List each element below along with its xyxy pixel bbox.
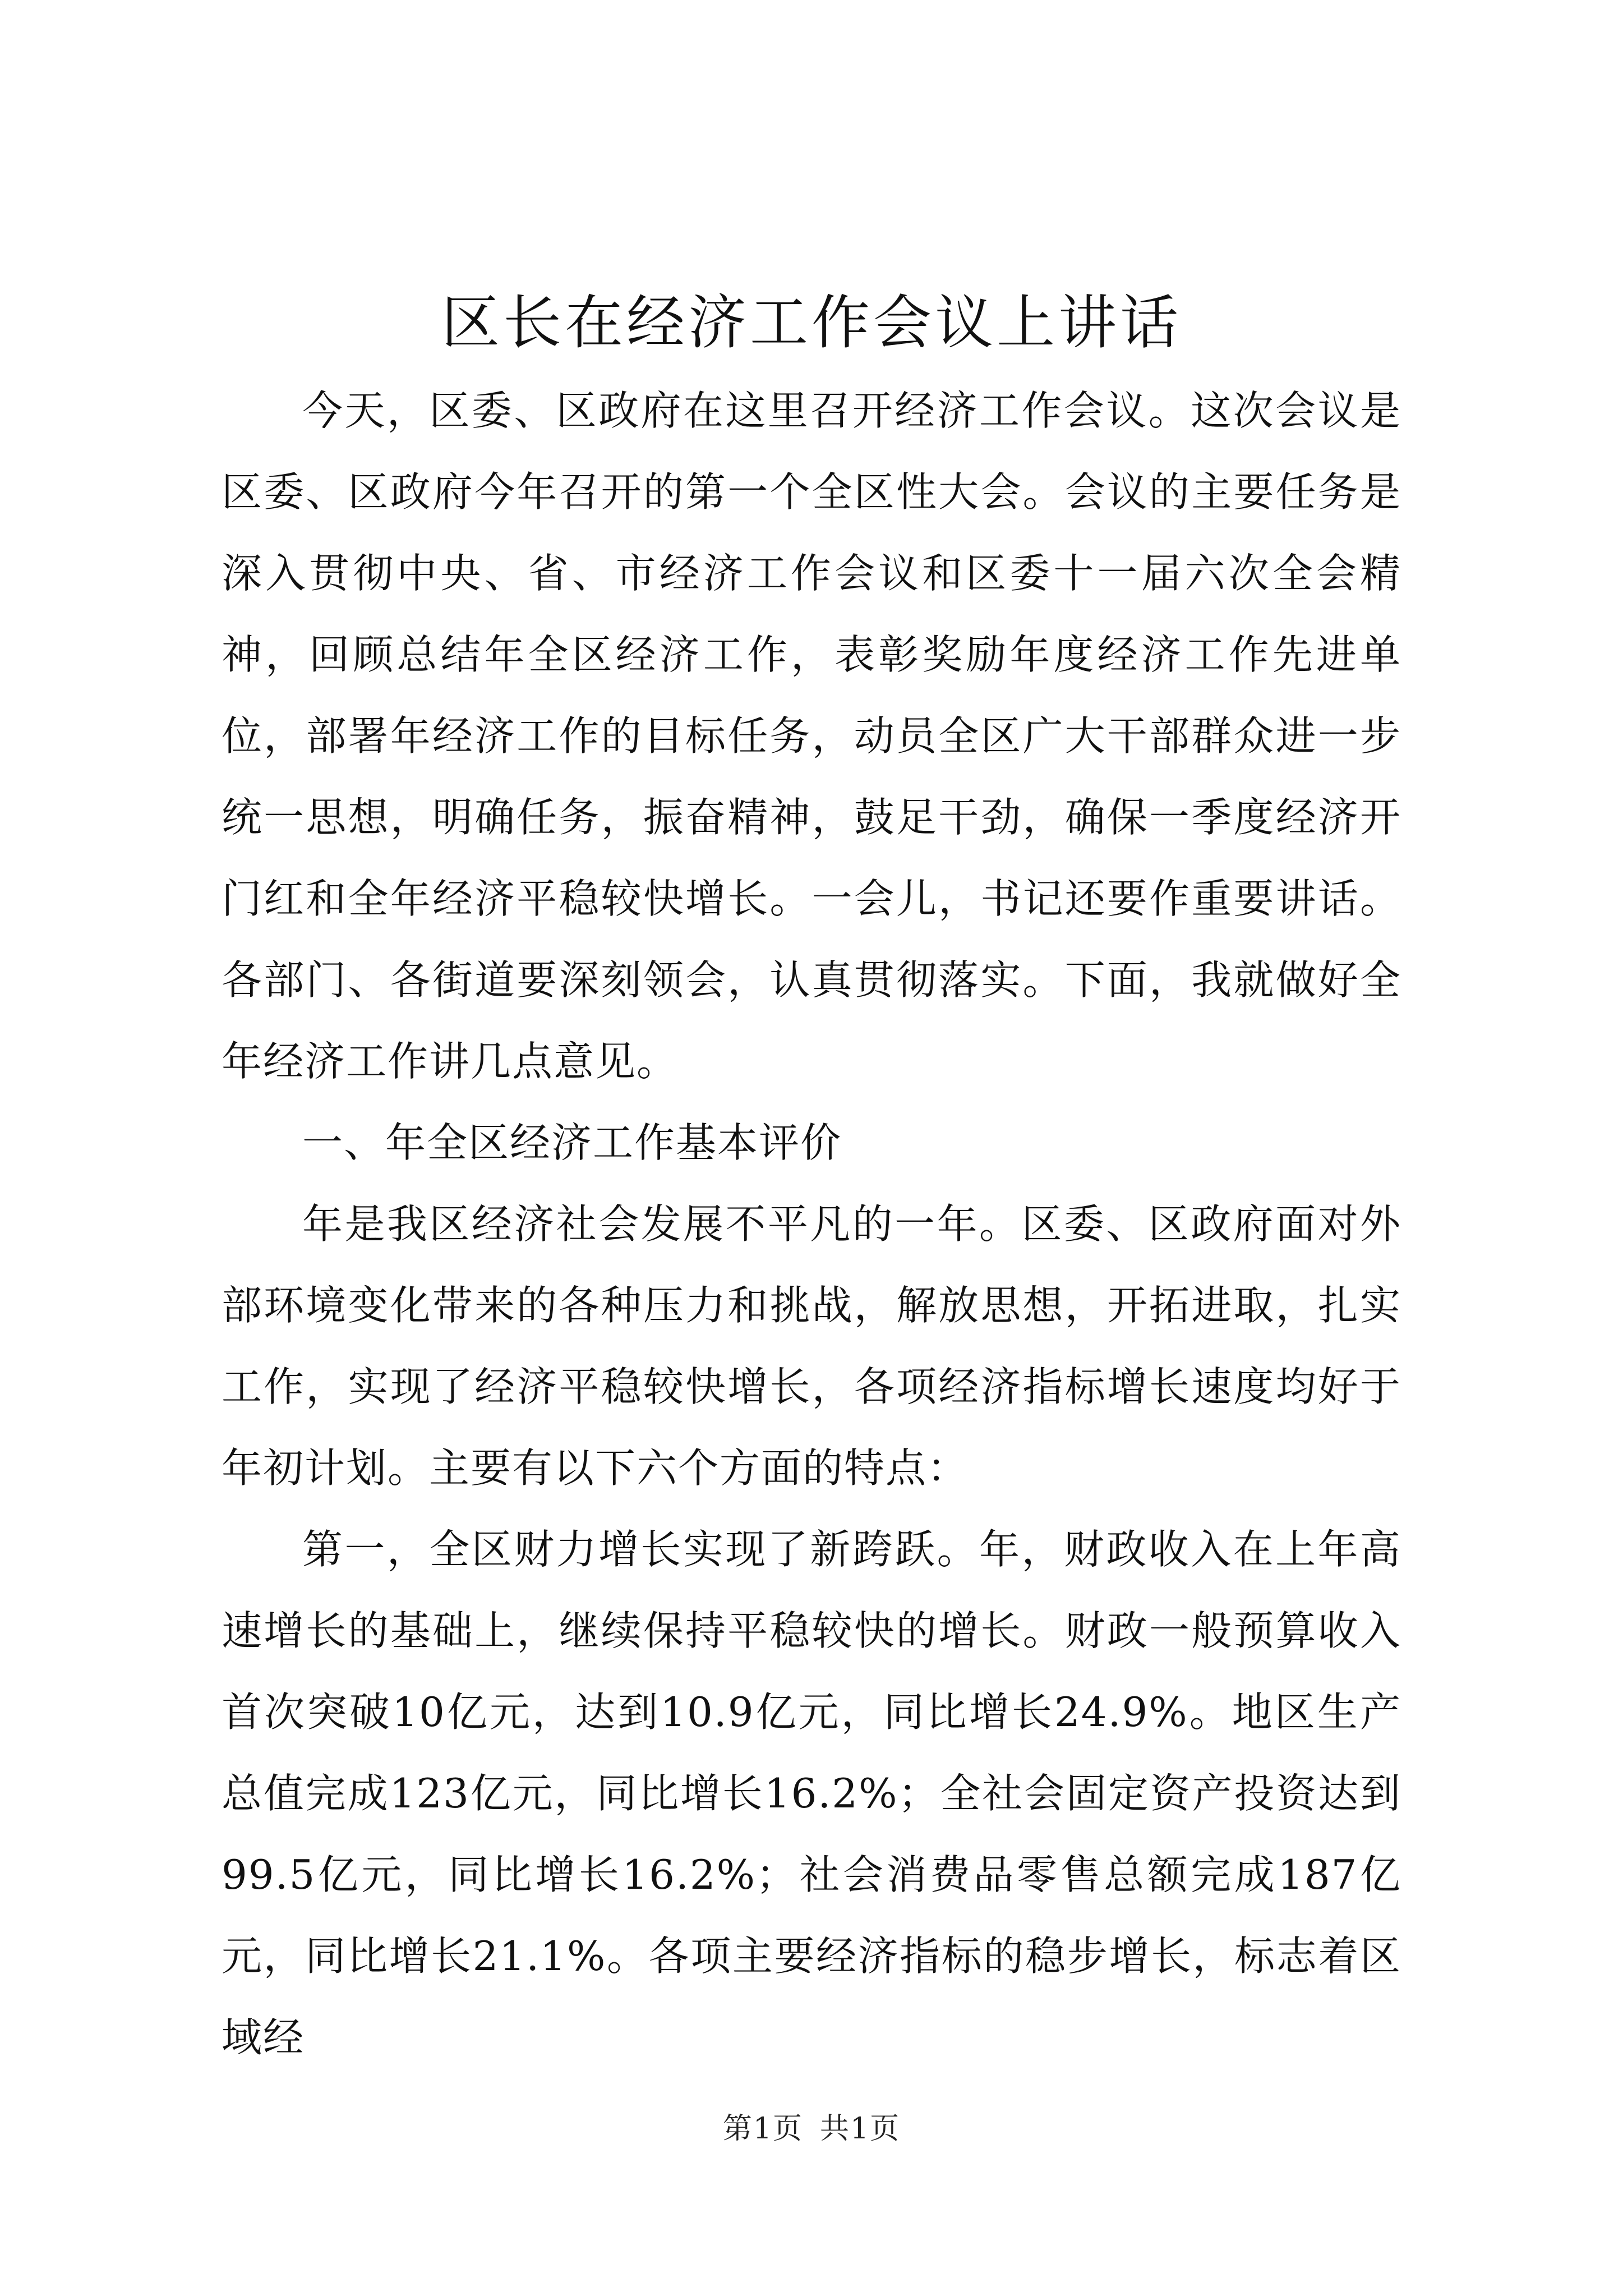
document-title: 区长在经济工作会议上讲话 bbox=[441, 288, 1182, 357]
page-footer bbox=[0, 2109, 1623, 2148]
paragraph-evaluation: 年是我区经济社会发展不平凡的一年。区委、区政府面对外部环境变化带来的各种压力和挑战，解放思想，开拓进取，扎实工作，实现了经济平稳较快增长，各项经济指标增长速度均好于年初计划。主要有以下六个方面的特点： bbox=[222, 1200, 1401, 1492]
page-number: 第1页 bbox=[722, 2112, 803, 2146]
paragraph-point-1: 第一，全区财力增长实现了新跨跃。年，财政收入在上年高速增长的基础上，继续保持平稳较快的增长。财政一般预算收入首次突破10亿元，达到10.9亿元，同比增长24.9%。地区生产总值完成123亿元，同比增长16.2%；全社会固定资产投资达到99.5亿元，同比增长16.2%；社会消费品零售总额完成187亿元，同比增长21.1%。各项主要经济指标的稳步增长，标志着区域经 bbox=[222, 1526, 1401, 2061]
document-body bbox=[222, 370, 1401, 2078]
page-total: 共1页 bbox=[820, 2112, 901, 2146]
section-heading-1: 一、年全区经济工作基本评价 bbox=[302, 1119, 842, 1166]
paragraph-intro: 今天，区委、区政府在这里召开经济工作会议。这次会议是区委、区政府今年召开的第一个全区性大会。会议的主要任务是深入贯彻中央、省、市经济工作会议和区委十一届六次全会精神，回顾总结年全区经济工作，表彰奖励年度经济工作先进单位，部署年经济工作的目标任务，动员全区广大干部群众进一步统一思想，明确任务，振奋精神，鼓足干劲，确保一季度经济开门红和全年经济平稳较快增长。一会儿，书记还要作重要讲话。各部门、各街道要深刻领会，认真贯彻落实。下面，我就做好全年经济工作讲几点意见。 bbox=[222, 387, 1401, 1085]
